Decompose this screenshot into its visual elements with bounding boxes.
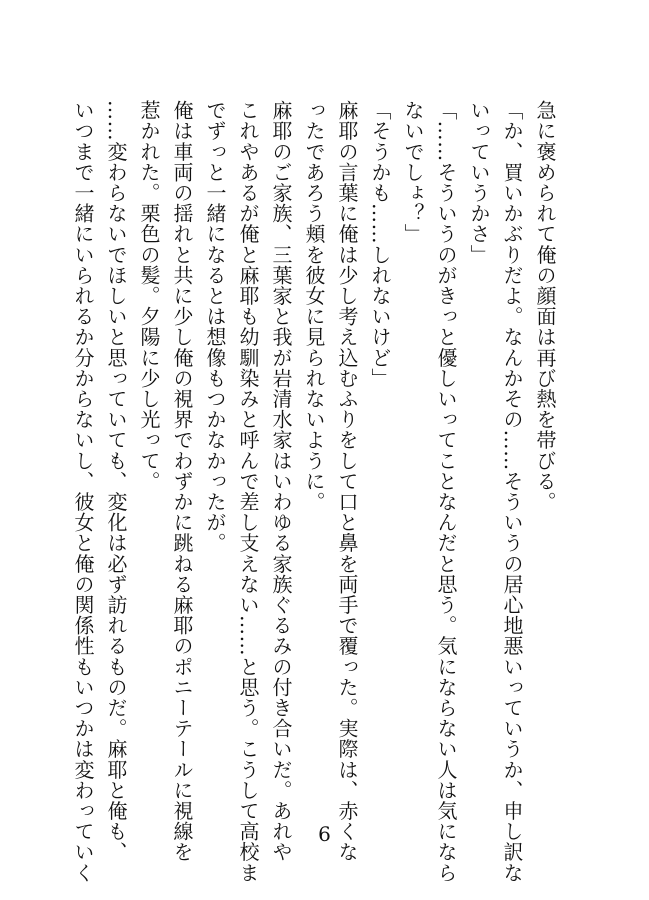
text-line: いっていうかさ」 (467, 100, 491, 265)
text-line: ……変わらないでほしいと思っていても、変化は必ず訪れるものだ。麻耶と俺も、 (104, 100, 128, 863)
text-line: 俺は車両の揺れと共に少し俺の視界でわずかに跳ねる麻耶のポニーテールに視線を (170, 100, 194, 863)
text-line: ないでしょ？」 (401, 100, 425, 245)
page-number: 6 (318, 822, 331, 846)
text-line: 麻耶のご家族、三葉家と我が岩清水家はいわゆる家族ぐるみの付き合いだ。あれや (269, 100, 293, 863)
text-line: ったであろう頬を彼女に見られないように。 (302, 100, 326, 512)
text-line: でずっと一緒になるとは想像もつかなかったが。 (203, 100, 227, 554)
text-line: 急に褒められて俺の顔面は再び熱を帯びる。 (533, 100, 557, 512)
text-line: これやあるが俺と麻耶も幼馴染みと呼んで差し支えない……と思う。こうして高校ま (236, 100, 260, 883)
text-line: 惹かれた。栗色の髪。夕陽に少し光って。 (137, 100, 161, 492)
text-line: 「……そういうのがきっと優しいってことなんだと思う。気にならない人は気になら (434, 100, 458, 883)
text-line: 「か、買いかぶりだよ。なんかその……そういうの居心地悪いっていうか、申し訳な (500, 100, 524, 883)
text-line: いつまで一緒にいられるか分からないし、彼女と俺の関係性もいつかは変わっていく (71, 100, 95, 883)
text-line: 「そうかも……しれないけど」 (368, 100, 392, 389)
text-line: 麻耶の言葉に俺は少し考え込むふりをして口と鼻を両手で覆った。実際は、赤くな (335, 100, 359, 863)
vertical-text-body (66, 100, 561, 883)
